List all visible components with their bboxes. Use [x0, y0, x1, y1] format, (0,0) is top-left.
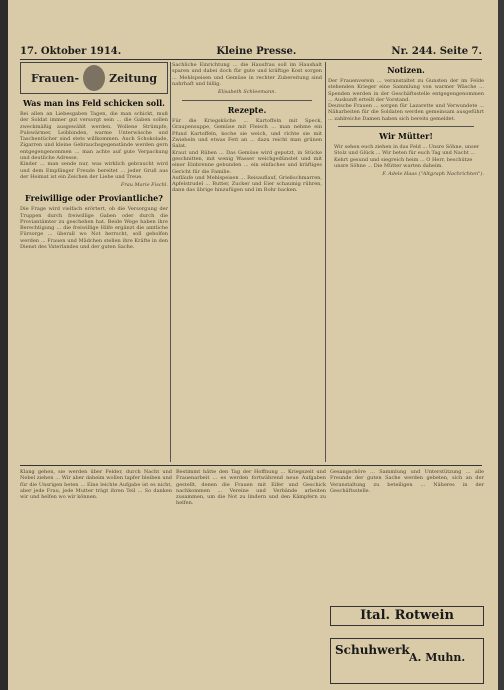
- article-body: Die Frage wird vielfach erörtert, ob die Versorgung der Truppen durch freiwillige Gaben oder durch die Proviantämter zu geschehen hat. Beide Wege haben ihre Berechtigung ... die freiwillige Hilfe ergänzt die amtliche Fürsorge ... überall wo Not herrscht, soll geholfen werden ... Frauen und Mädchen stellen ihre Kräfte in den Dienst des Vaterlandes und der guten Sache.: [20, 206, 168, 251]
- page-edge: [0, 0, 8, 690]
- header-date: 17. Oktober 1914.: [20, 45, 122, 57]
- column-1: [20, 62, 168, 250]
- bottom-column-3: [330, 469, 484, 494]
- header-title: Kleine Presse.: [216, 45, 297, 57]
- article-body: Bestimmt hätte den Tag der Hoffnung ... Kriegszeit und Frauenarbeit ... es werden fortwährend neue Aufgaben gestellt, denen die Frauen mit Eifer und Geschick nachkommen ... Vereine und Verbände arbeiten zusammen, um die Not zu lindern und den Kämpfern zu helfen.: [176, 469, 326, 507]
- article-signature: Elisabeth Schleemann.: [217, 89, 277, 96]
- separator: [182, 100, 312, 101]
- section-rule: [20, 465, 482, 466]
- logo-right-text: Zeitung: [109, 71, 158, 85]
- advertisement-shoes: [330, 638, 484, 684]
- separator: [338, 126, 474, 127]
- article-signature: Frau Marie Fischl.: [120, 182, 168, 189]
- column-divider: [325, 62, 326, 462]
- portrait-icon: [83, 65, 105, 91]
- ad-shoes-name: A. Muhn.: [409, 651, 466, 664]
- header-rule: [20, 59, 482, 60]
- article-body: Klang gehen, sie werden über Felder, durch Nacht und Nebel ziehen ... Wir aber daheim wollen tapfer bleiben und für die Unsrigen beten ... Eine leichte Aufgabe ist es nicht, aber jede Frau, jede Mutter trägt ihren Teil ... So danken wir und helfen wo wir können.: [20, 469, 172, 501]
- recipe-text: Kraut und Rüben ... Das Gemüse wird geputzt, in Stücke geschnitten, mit wenig Wasser weichgedünstet und mit einer Einbrenne gebunden ... ein einfaches und kräftiges Gericht für die Familie.: [172, 149, 322, 175]
- bottom-column-1: [20, 469, 172, 500]
- section-heading: Rezepte.: [227, 105, 267, 116]
- column-divider: [170, 62, 171, 462]
- logo-left-text: Frauen-: [30, 71, 80, 85]
- ad-shoes-title: Schuhwerk: [335, 643, 410, 657]
- frauen-zeitung-logo: [20, 62, 168, 94]
- section-heading: Notizen.: [387, 65, 425, 75]
- article-heading: Freiwillige oder Proviantliche?: [25, 193, 163, 204]
- article-body: Sachliche Einrichtung ... die Hausfrau soll im Haushalt sparen und dabei doch für gute und kräftige Kost sorgen ... Mehlspeisen und Gemüse in rechter Zubereitung sind nahrhaft und billig.: [172, 62, 322, 87]
- header-number: Nr. 244. Seite 7.: [391, 45, 482, 57]
- article-body: Gesangschöre ... Sammlung und Unterstützung ... alle Freunde der guten Sache werden gebeten, sich an der Veranstaltung zu beteiligen ... Näheres in der Geschäftsstelle.: [330, 469, 484, 494]
- recipe-text: Für die Kriegsküche ... Kartoffeln mit Speck, Graupensuppe, Gemüse mit Fleisch ... man nehme ein Pfund Kartoffeln, koche sie weich, und richte sie mit Zwiebeln und etwas Fett an ... dazu reicht man grünen Salat.: [172, 118, 322, 150]
- page-header: [20, 44, 482, 58]
- bottom-column-2: [176, 469, 326, 507]
- article-body: Bei allen an Liebesgaben Tagen, die man schickt, muß der Soldat immer gut versorgt sein ... die Gaben sollen zweckmäßig ausgewählt werden. Wollene Strümpfe, Pulswärmer, Leibbinden, warme Unterwäsche und Taschentücher sind stets willkommen. Auch Schokolade, Zigarren und kleine Gebrauchsgegenstände werden gern entgegengenommen ... man achte auf gute Verpackung und deutliche Adresse.: [20, 111, 168, 162]
- article-body: Kinder ... man sende nur, was wirklich gebraucht wird und dem Empfänger Freude bereitet ... jeder Gruß aus der Heimat ist ein Zeichen der Liebe und Treue.: [20, 161, 168, 180]
- recipe-text: Aufläufe und Mehlspeisen ... Reisauflauf, Grießschmarren, Apfelstrudel ... Butter, Zucker und Eier schaumig rühren, dann das übrige hinzufügen und im Rohr backen.: [172, 174, 322, 194]
- column-2: [172, 62, 322, 194]
- notice-text: Deutsche Frauen ... sorgen für Lazarette und Verwundete ... Näharbeiten für die Soldaten werden gemeinsam ausgeführt ... zahlreiche Damen haben sich bereits gemeldet.: [328, 103, 484, 122]
- poem-text: Wir sehen euch ziehen in das Feld ... Unsre Söhne, unser Stolz und Glück ... Wir beten für euch Tag und Nacht ... Kehrt gesund und siegreich heim ... O Herr, beschütze unsre Söhne ... Die Mütter warten daheim.: [334, 144, 480, 169]
- article-heading: Was man ins Feld schicken soll.: [23, 98, 165, 108]
- notice-text: Der Frauenverein ... veranstaltet zu Gunsten der im Felde stehenden Krieger eine Sammlung von warmer Wäsche ... Spenden werden in der Geschäftsstelle entgegengenommen ... Auskunft erteilt der Vorstand.: [328, 78, 484, 103]
- poem-title: Wir Mütter!: [379, 131, 433, 142]
- advertisement-wine: Ital. Rotwein: [330, 606, 484, 626]
- poem-signature: F. Adele Haas ("Altgraph Nachrichten").: [382, 171, 484, 178]
- column-3: [328, 62, 484, 182]
